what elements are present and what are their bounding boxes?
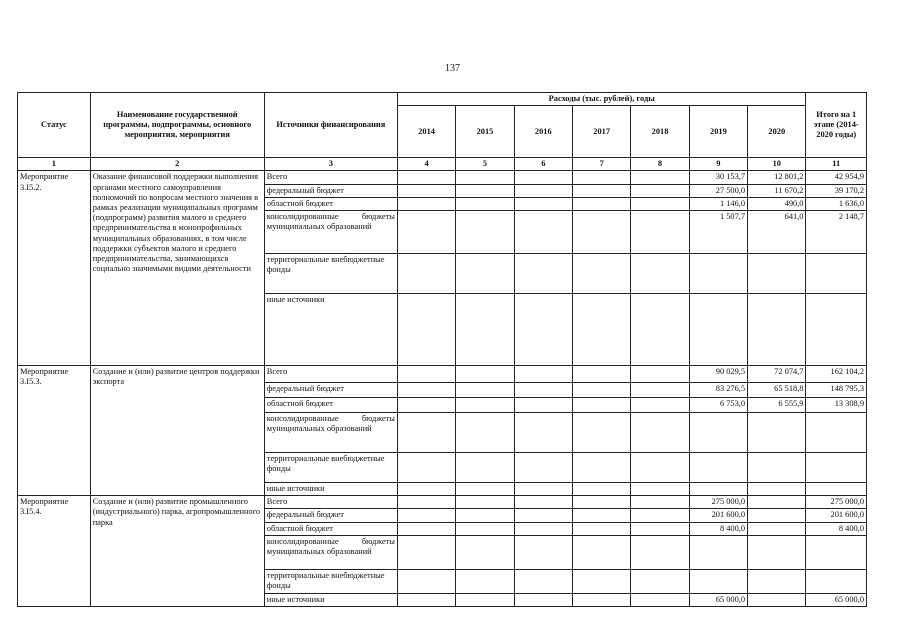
value-total: 65 000,0 [806, 593, 867, 606]
header-year: 2018 [631, 106, 689, 158]
source-cell: областной бюджет [264, 197, 397, 210]
column-number: 9 [689, 158, 747, 171]
column-number: 8 [631, 158, 689, 171]
value-2020 [748, 496, 806, 509]
value-2020: 6 555,9 [748, 398, 806, 413]
value-2019: 1 507,7 [689, 211, 747, 254]
source-cell: иные источники [264, 294, 397, 366]
value-total [806, 535, 867, 569]
value-2019 [689, 535, 747, 569]
value-2020: 490,0 [748, 197, 806, 210]
status-cell: Мероприятие 3.I5.2. [18, 171, 91, 366]
header-year: 2015 [456, 106, 514, 158]
value-2019: 201 600,0 [689, 509, 747, 522]
measure-name-cell: Оказание финансовой поддержки выполнения органами местного самоуправления полномочий по вопросам местного значения в рамках реализации муниципальных программ (подпрограмм) развития малого и среднего предпринимательства в монопрофильных муниципальных образованиях, в том числе поддержки субъектов малого и среднего предпринимательства, занимающихся социально значимыми видами деятельности [90, 171, 264, 366]
value-total: 13 308,9 [806, 398, 867, 413]
value-total: 42 954,9 [806, 171, 867, 184]
value-2020 [748, 254, 806, 294]
column-number: 5 [456, 158, 514, 171]
source-cell: Всего [264, 496, 397, 509]
source-cell: областной бюджет [264, 398, 397, 413]
source-cell: федеральный бюджет [264, 383, 397, 398]
header-year: 2017 [572, 106, 630, 158]
header-name: Наименование государственной программы, подпрограммы, основного мероприятия, мероприятия [90, 93, 264, 158]
measure-name-cell: Создание и (или) развитие центров поддержки экспорта [90, 366, 264, 496]
value-2019: 27 500,0 [689, 184, 747, 197]
column-number: 7 [572, 158, 630, 171]
value-2019: 6 753,0 [689, 398, 747, 413]
value-2019: 83 276,5 [689, 383, 747, 398]
value-2019 [689, 483, 747, 496]
header-expenses: Расходы (тыс. рублей), годы [397, 93, 806, 106]
value-2020: 11 670,2 [748, 184, 806, 197]
column-number: 3 [264, 158, 397, 171]
value-2020 [748, 453, 806, 483]
value-2019: 275 000,0 [689, 496, 747, 509]
value-total [806, 453, 867, 483]
value-2019: 1 146,0 [689, 197, 747, 210]
value-2020: 12 801,2 [748, 171, 806, 184]
value-2019: 65 000,0 [689, 593, 747, 606]
value-total [806, 413, 867, 453]
source-cell: консолидированные бюджеты муниципальных образований [264, 413, 397, 453]
value-total: 148 795,3 [806, 383, 867, 398]
value-2020 [748, 294, 806, 366]
column-number: 4 [397, 158, 455, 171]
status-cell: Мероприятие 3.I5.4. [18, 496, 91, 607]
value-2020 [748, 535, 806, 569]
budget-table [17, 92, 867, 607]
source-cell: Всего [264, 171, 397, 184]
source-cell: территориальные внебюджетные фонды [264, 453, 397, 483]
page-number: 137 [445, 63, 460, 74]
source-cell: иные источники [264, 483, 397, 496]
value-2020: 65 518,8 [748, 383, 806, 398]
header-year: 2020 [748, 106, 806, 158]
source-cell: областной бюджет [264, 522, 397, 535]
column-number: 11 [806, 158, 867, 171]
measure-name-cell: Создание и (или) развитие промышленного (индустриального) парка, агропромышленного парка [90, 496, 264, 607]
value-2019: 30 153,7 [689, 171, 747, 184]
header-status: Статус [18, 93, 91, 158]
table-row [18, 366, 867, 383]
value-2019 [689, 413, 747, 453]
value-2020 [748, 569, 806, 593]
source-cell: иные источники [264, 593, 397, 606]
value-2019 [689, 254, 747, 294]
source-cell: Всего [264, 366, 397, 383]
source-cell: территориальные внебюджетные фонды [264, 254, 397, 294]
value-total: 8 400,0 [806, 522, 867, 535]
table-row [18, 171, 867, 184]
value-total [806, 294, 867, 366]
table-row [18, 496, 867, 509]
column-number: 10 [748, 158, 806, 171]
source-cell: федеральный бюджет [264, 509, 397, 522]
value-total: 162 104,2 [806, 366, 867, 383]
header-year: 2014 [397, 106, 455, 158]
header-year: 2016 [514, 106, 572, 158]
value-2019 [689, 453, 747, 483]
value-2020: 641,0 [748, 211, 806, 254]
value-2020 [748, 509, 806, 522]
source-cell: территориальные внебюджетные фонды [264, 569, 397, 593]
value-2020: 72 074,7 [748, 366, 806, 383]
value-total [806, 483, 867, 496]
header-sources: Источники финансирования [264, 93, 397, 158]
header-total: Итого на 1 этапе (2014-2020 годы) [806, 93, 867, 158]
status-cell: Мероприятие 3.I5.3. [18, 366, 91, 496]
value-2020 [748, 522, 806, 535]
value-total: 1 636,0 [806, 197, 867, 210]
column-number: 2 [90, 158, 264, 171]
source-cell: консолидированные бюджеты муниципальных образований [264, 211, 397, 254]
column-number: 1 [18, 158, 91, 171]
value-2019 [689, 294, 747, 366]
value-total [806, 569, 867, 593]
value-2020 [748, 413, 806, 453]
value-2019: 8 400,0 [689, 522, 747, 535]
source-cell: консолидированные бюджеты муниципальных образований [264, 535, 397, 569]
column-number: 6 [514, 158, 572, 171]
value-total: 2 148,7 [806, 211, 867, 254]
value-total: 275 000,0 [806, 496, 867, 509]
source-cell: федеральный бюджет [264, 184, 397, 197]
value-2019 [689, 569, 747, 593]
header-year: 2019 [689, 106, 747, 158]
value-total: 201 600,0 [806, 509, 867, 522]
value-total: 39 170,2 [806, 184, 867, 197]
value-total [806, 254, 867, 294]
value-2020 [748, 483, 806, 496]
value-2019: 90 029,5 [689, 366, 747, 383]
value-2020 [748, 593, 806, 606]
